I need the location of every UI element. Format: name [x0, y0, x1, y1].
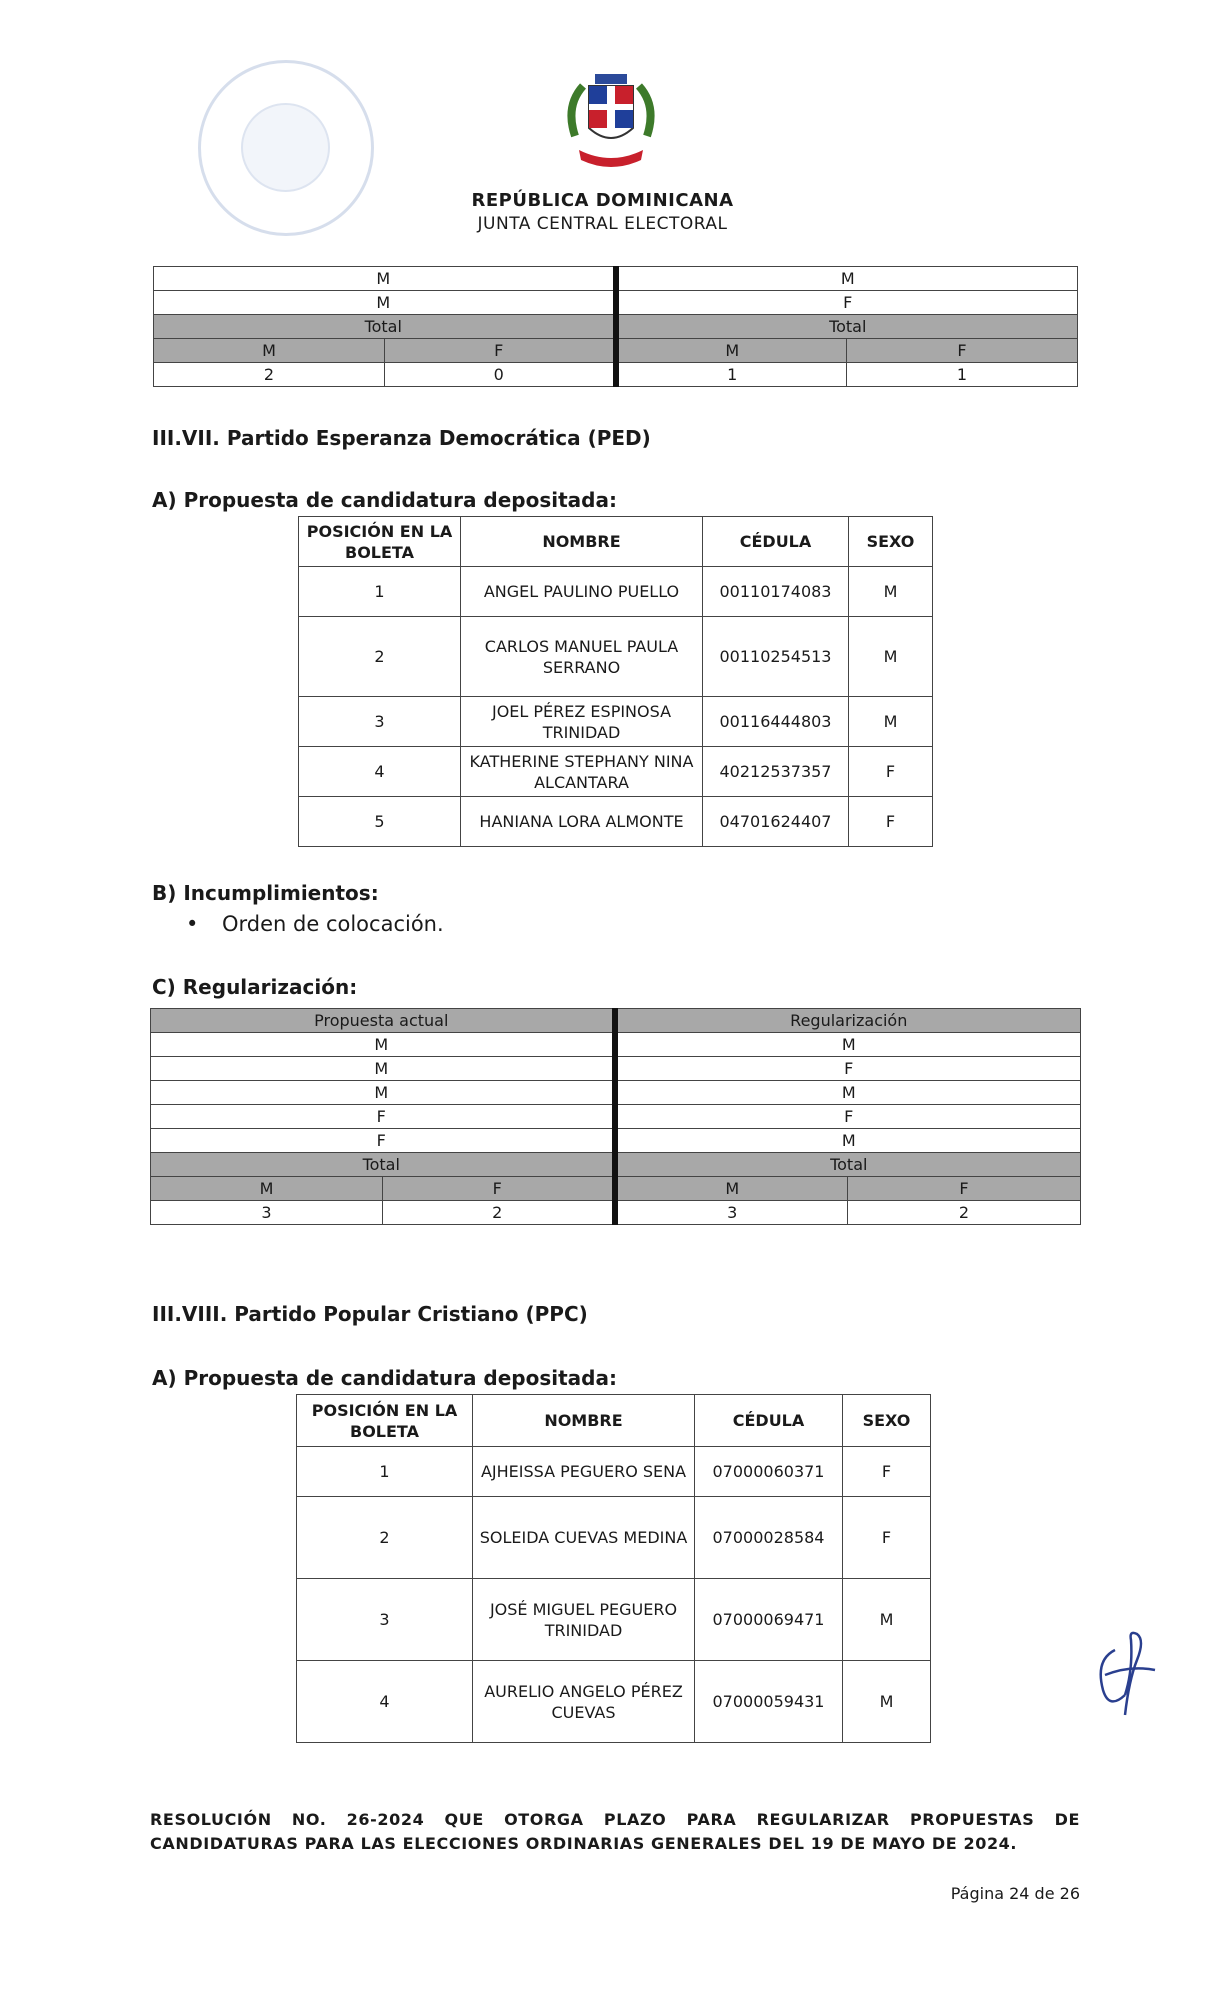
institution-heading: JUNTA CENTRAL ELECTORAL [477, 214, 728, 234]
sex-header: F [848, 1177, 1081, 1201]
position-cell: 5 [299, 797, 461, 847]
table-row [297, 1447, 931, 1497]
sex-header: M [151, 1177, 383, 1201]
table-row [151, 1033, 1081, 1057]
column-header: POSICIÓN EN LA BOLETA [297, 1395, 473, 1447]
position-cell: 1 [299, 567, 461, 617]
sex-header: F [385, 339, 616, 363]
column-header: CÉDULA [703, 517, 849, 567]
sex-cell: M [849, 617, 933, 697]
table-row [154, 339, 1078, 363]
total-label: Total [615, 1153, 1081, 1177]
subtitle-candidacy-ppc: A) Propuesta de candidatura depositada: [152, 1366, 617, 1390]
table-cell: F [151, 1129, 615, 1153]
cedula-cell: 40212537357 [703, 747, 849, 797]
sex-header: F [847, 339, 1078, 363]
total-value: 2 [154, 363, 385, 387]
total-label: Total [151, 1153, 615, 1177]
table-row [151, 1177, 1081, 1201]
column-header: NOMBRE [473, 1395, 695, 1447]
total-label: Total [154, 315, 616, 339]
table-row [297, 1661, 931, 1743]
sex-cell: M [843, 1661, 931, 1743]
table-row [297, 1497, 931, 1579]
total-value: 1 [847, 363, 1078, 387]
previous-party-totals-table [153, 266, 1078, 387]
table-row [299, 617, 933, 697]
table-row [154, 363, 1078, 387]
ppc-candidates-table [296, 1394, 931, 1743]
table-header-row [297, 1395, 931, 1447]
cedula-cell: 07000069471 [695, 1579, 843, 1661]
table-cell: M [615, 1033, 1081, 1057]
ped-regularization-table [150, 1008, 1081, 1225]
sex-cell: F [843, 1497, 931, 1579]
table-cell: F [615, 1105, 1081, 1129]
section-title-ped: III.VII. Partido Esperanza Democrática (PED) [152, 426, 651, 450]
name-cell: HANIANA LORA ALMONTE [461, 797, 703, 847]
cedula-cell: 00110254513 [703, 617, 849, 697]
position-cell: 2 [299, 617, 461, 697]
table-cell: M [151, 1033, 615, 1057]
cedula-cell: 07000059431 [695, 1661, 843, 1743]
table-cell: M [151, 1081, 615, 1105]
sex-cell: F [849, 747, 933, 797]
coat-of-arms-icon [555, 66, 667, 178]
subtitle-breaches: B) Incumplimientos: [152, 881, 379, 905]
column-header: POSICIÓN EN LA BOLETA [299, 517, 461, 567]
resolution-footer: RESOLUCIÓN NO. 26-2024 QUE OTORGA PLAZO PARA REGULARIZAR PROPUESTAS DE CANDIDATURAS PARA LAS ELECCIONES ORDINARIAS GENERALES DEL 19 DE MAYO DE 2024. [150, 1810, 1080, 1853]
total-value: 3 [615, 1201, 848, 1225]
name-cell: ANGEL PAULINO PUELLO [461, 567, 703, 617]
sex-header: M [615, 1177, 848, 1201]
sex-cell: F [843, 1447, 931, 1497]
column-header: NOMBRE [461, 517, 703, 567]
page-number: Página 24 de 26 [950, 1884, 1080, 1903]
sex-header: M [616, 339, 847, 363]
subtitle-candidacy-ped: A) Propuesta de candidatura depositada: [152, 488, 617, 512]
total-value: 1 [616, 363, 847, 387]
total-label: Total [616, 315, 1078, 339]
table-row [151, 1081, 1081, 1105]
cedula-cell: 07000028584 [695, 1497, 843, 1579]
table-row [297, 1579, 931, 1661]
table-cell: F [616, 291, 1078, 315]
country-heading: REPÚBLICA DOMINICANA [471, 190, 734, 211]
sex-cell: M [849, 697, 933, 747]
name-cell: JOEL PÉREZ ESPINOSA TRINIDAD [461, 697, 703, 747]
table-row [299, 747, 933, 797]
table-row [151, 1153, 1081, 1177]
section-title-ppc: III.VIII. Partido Popular Cristiano (PPC) [152, 1302, 588, 1326]
sex-header: M [154, 339, 385, 363]
sex-cell: F [849, 797, 933, 847]
name-cell: KATHERINE STEPHANY NINA ALCANTARA [461, 747, 703, 797]
breach-list-item: • Orden de colocación. [186, 912, 444, 936]
total-value: 0 [385, 363, 616, 387]
ped-candidates-table [298, 516, 933, 847]
cedula-cell: 04701624407 [703, 797, 849, 847]
table-row [299, 697, 933, 747]
table-cell: M [154, 291, 616, 315]
table-cell: F [151, 1105, 615, 1129]
table-cell: M [154, 267, 616, 291]
table-header-row [299, 517, 933, 567]
table-cell: F [615, 1057, 1081, 1081]
total-value: 2 [848, 1201, 1081, 1225]
table-cell: M [615, 1129, 1081, 1153]
total-value: 2 [383, 1201, 615, 1225]
sex-header: F [383, 1177, 615, 1201]
table-row [151, 1105, 1081, 1129]
column-header: SEXO [849, 517, 933, 567]
subtitle-regularization: C) Regularización: [152, 975, 358, 999]
table-row [154, 315, 1078, 339]
table-cell: M [615, 1081, 1081, 1105]
name-cell: AURELIO ANGELO PÉREZ CUEVAS [473, 1661, 695, 1743]
column-header: SEXO [843, 1395, 931, 1447]
position-cell: 4 [297, 1661, 473, 1743]
cedula-cell: 00110174083 [703, 567, 849, 617]
cedula-cell: 00116444803 [703, 697, 849, 747]
table-row [151, 1201, 1081, 1225]
name-cell: CARLOS MANUEL PAULA SERRANO [461, 617, 703, 697]
position-cell: 3 [297, 1579, 473, 1661]
name-cell: JOSÉ MIGUEL PEGUERO TRINIDAD [473, 1579, 695, 1661]
cedula-cell: 07000060371 [695, 1447, 843, 1497]
table-row [154, 267, 1078, 291]
table-row [154, 291, 1078, 315]
table-cell: M [616, 267, 1078, 291]
position-cell: 4 [299, 747, 461, 797]
regularization-header: Regularización [615, 1009, 1081, 1033]
signature-initials-icon [1085, 1620, 1165, 1720]
table-row [299, 567, 933, 617]
name-cell: SOLEIDA CUEVAS MEDINA [473, 1497, 695, 1579]
total-value: 3 [151, 1201, 383, 1225]
column-header: CÉDULA [695, 1395, 843, 1447]
table-cell: M [151, 1057, 615, 1081]
current-proposal-header: Propuesta actual [151, 1009, 615, 1033]
name-cell: AJHEISSA PEGUERO SENA [473, 1447, 695, 1497]
position-cell: 3 [299, 697, 461, 747]
table-row [299, 797, 933, 847]
table-header-row [151, 1009, 1081, 1033]
position-cell: 2 [297, 1497, 473, 1579]
table-row [151, 1057, 1081, 1081]
sex-cell: M [849, 567, 933, 617]
position-cell: 1 [297, 1447, 473, 1497]
sex-cell: M [843, 1579, 931, 1661]
table-row [151, 1129, 1081, 1153]
